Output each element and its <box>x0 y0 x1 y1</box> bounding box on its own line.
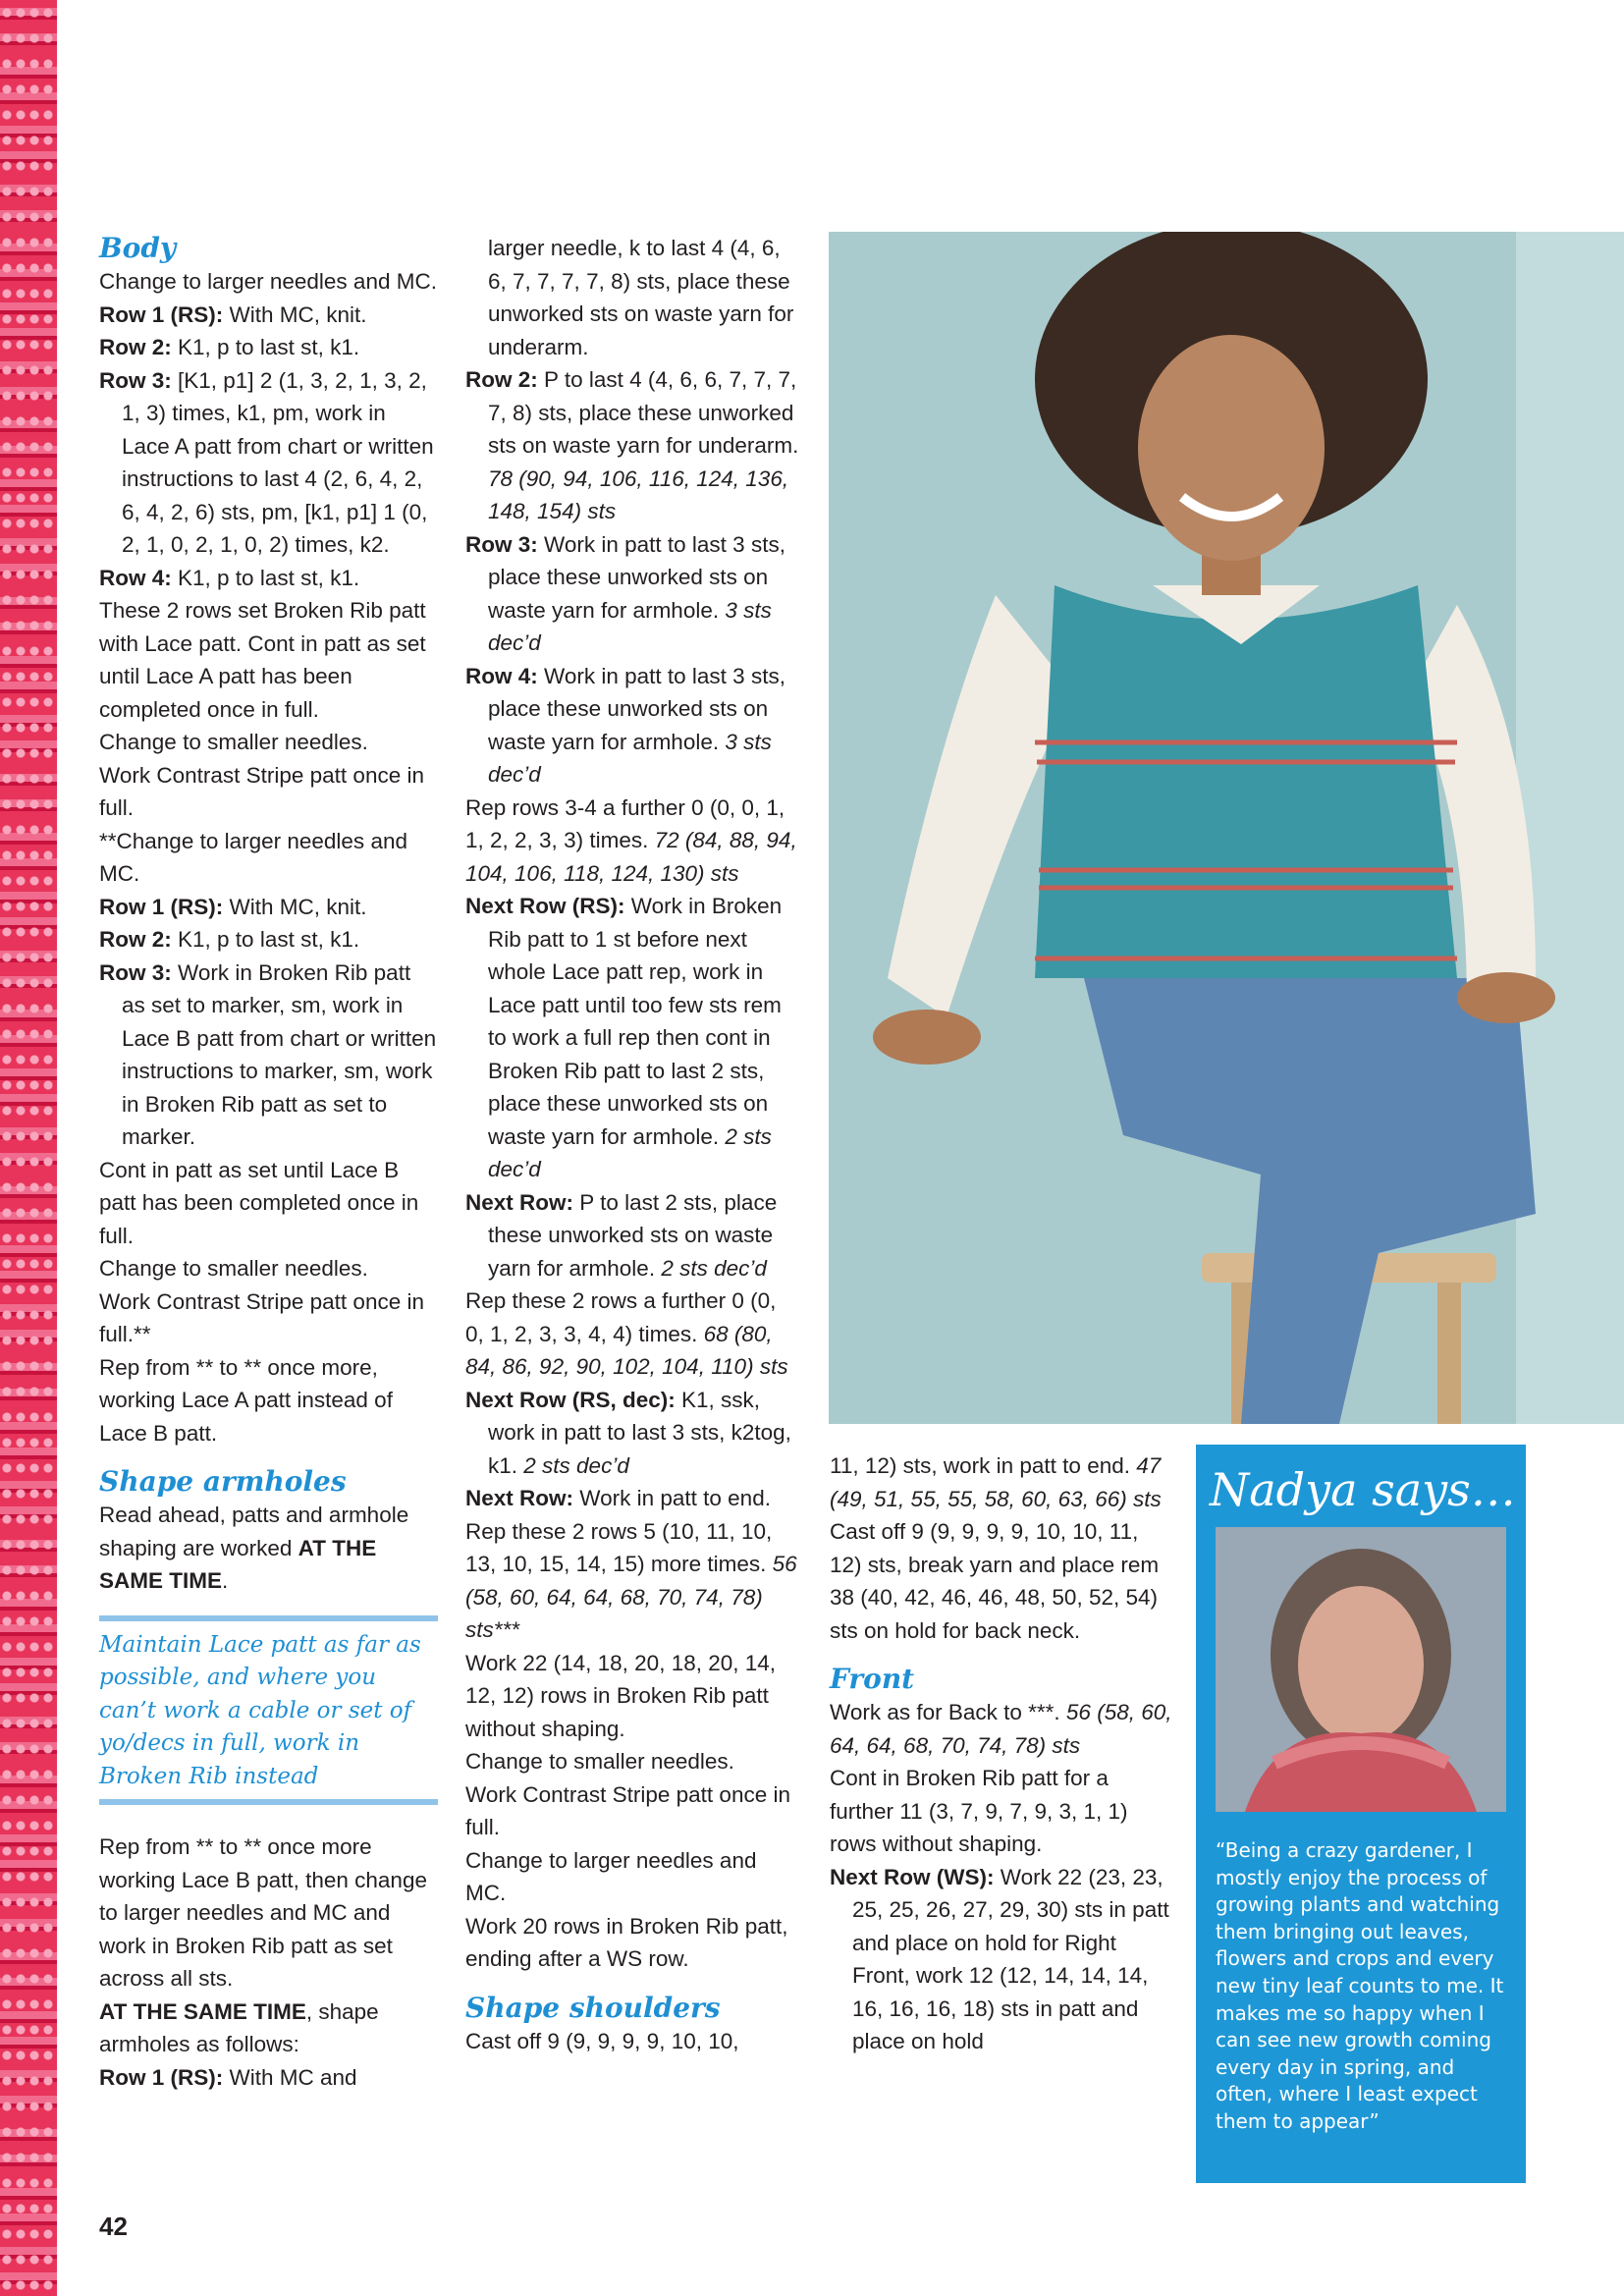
portrait-illustration <box>1216 1527 1506 1812</box>
instruction-row: Next Row (RS, dec): K1, ssk, work in patt to last 3 sts, k2tog, k1. 2 sts dec’d <box>465 1387 791 1478</box>
paragraph: Cast off 9 (9, 9, 9, 9, 10, 10, 11, 12) sts, break yarn and place rem 38 (40, 42, 46, 46, 48, 50, 52, 54) sts on hold for back neck. <box>830 1519 1160 1643</box>
paragraph: Change to smaller needles. <box>99 1256 368 1281</box>
paragraph: **Change to larger needles and MC. <box>99 828 407 886</box>
instruction-row: Row 2: K1, p to last st, k1. <box>99 335 360 359</box>
section-heading-body: Body <box>99 232 177 264</box>
paragraph: Change to smaller needles. <box>465 1749 734 1774</box>
paragraph: These 2 rows set Broken Rib patt with Lace patt. Cont in patt as set until Lace A patt has been completed once in full. <box>99 598 426 722</box>
nadya-portrait <box>1216 1527 1506 1812</box>
column-3 <box>830 1449 1173 2058</box>
instruction-row: Row 3: [K1, p1] 2 (1, 3, 2, 1, 3, 2, 1, 3) times, k1, pm, work in Lace A patt from chart or written instructions to last 4 (2, 6, 4, 2, 6, 4, 2, 6) sts, pm, [k1, p1] 1 (0, 2, 1, 0, 2, 1, 0, 2) times, k2. <box>99 367 434 557</box>
instruction-row: Next Row (RS): Work in Broken Rib patt to 1 st before next whole Lace patt rep, work in Lace patt until too few sts rem to work a full rep then cont in Broken Rib patt to last 2 sts, place these unworked sts on waste yarn for armhole. 2 sts dec’d <box>465 894 783 1181</box>
model-photo <box>829 232 1624 1424</box>
tip-callout: Maintain Lace patt as far as possible, and where you can’t work a cable or set of yo/decs in full, work in Broken Rib instead <box>99 1615 438 1806</box>
paragraph: Change to larger needles and MC. <box>465 1847 757 1905</box>
paragraph: Work Contrast Stripe patt once in full. <box>465 1781 790 1839</box>
paragraph: Work 20 rows in Broken Rib patt, ending after a WS row. <box>465 1913 788 1971</box>
section-heading-shape-shoulders: Shape shoulders <box>465 1991 721 2024</box>
section-heading-shape-armholes: Shape armholes <box>99 1465 347 1498</box>
paragraph: Work as for Back to ***. 56 (58, 60, 64, 64, 68, 70, 74, 78) sts <box>830 1700 1172 1758</box>
column-1 <box>99 232 438 2094</box>
paragraph-continued: 11, 12) sts, work in patt to end. 47 (49, 51, 55, 55, 58, 60, 63, 66) sts <box>830 1453 1162 1511</box>
section-heading-front: Front <box>830 1663 915 1695</box>
paragraph: Rep from ** to ** once more working Lace B patt, then change to larger needles and MC and work in Broken Rib patt as set across all sts. <box>99 1834 427 1991</box>
paragraph: Work Contrast Stripe patt once in full.** <box>99 1288 424 1346</box>
paragraph: Cont in Broken Rib patt for a further 11 (3, 7, 9, 7, 9, 3, 1, 1) rows without shaping. <box>830 1766 1128 1856</box>
paragraph: Change to smaller needles. <box>99 730 368 754</box>
instruction-row: Row 2: P to last 4 (4, 6, 6, 7, 7, 7, 7, 8) sts, place these unworked sts on waste yarn for underarm. 78 (90, 94, 106, 116, 124, 136, 148, 154) sts <box>465 367 799 523</box>
instruction-row: Row 1 (RS): With MC and <box>99 2064 357 2090</box>
sidebar-heading: Nadya says… <box>1210 1463 1516 1516</box>
paragraph: Cont in patt as set until Lace B patt has been completed once in full. <box>99 1157 419 1248</box>
instruction-row: Row 4: Work in patt to last 3 sts, place these unworked sts on waste yarn for armhole. 3 sts dec’d <box>465 663 785 787</box>
paragraph: Rep these 2 rows 5 (10, 11, 10, 13, 10, 15, 14, 15) more times. 56 (58, 60, 64, 64, 68, 70, 74, 78) sts*** <box>465 1518 797 1642</box>
instruction-row: Row 1 (RS): With MC, knit. <box>99 301 367 327</box>
instruction-row: Next Row: P to last 2 sts, place these unworked sts on waste yarn for armhole. 2 sts dec’d <box>465 1189 778 1281</box>
instruction-row: Row 4: K1, p to last st, k1. <box>99 565 360 590</box>
nadya-says-box <box>1196 1445 1526 2183</box>
instruction-row: Row 1 (RS): With MC, knit. <box>99 894 367 919</box>
instruction-row: Next Row: Work in patt to end. <box>465 1486 771 1510</box>
instruction-row: Row 2: K1, p to last st, k1. <box>99 927 360 952</box>
decorative-knit-border <box>0 0 57 2296</box>
instruction-row: Next Row (WS): Work 22 (23, 23, 25, 25, 26, 27, 29, 30) sts in patt and place on hold for Right Front, work 12 (12, 14, 14, 14, 16, 16, 16, 18) sts in patt and place on hold <box>830 1864 1169 2053</box>
paragraph: Change to larger needles and MC. <box>99 269 437 294</box>
paragraph: AT THE SAME TIME, shape armholes as follows: <box>99 1998 379 2056</box>
paragraph-continued: larger needle, k to last 4 (4, 6, 6, 7, 7, 7, 7, 8) sts, place these unworked sts on waste yarn for underarm. <box>488 236 794 359</box>
paragraph: Read ahead, patts and armhole shaping are worked AT THE SAME TIME. <box>99 1503 409 1593</box>
column-2 <box>465 232 799 2057</box>
paragraph: Work Contrast Stripe patt once in full. <box>99 762 424 820</box>
paragraph: Cast off 9 (9, 9, 9, 9, 10, 10, <box>465 2028 739 2053</box>
page-number: 42 <box>99 2212 128 2241</box>
paragraph: Rep rows 3-4 a further 0 (0, 0, 1, 1, 2, 2, 3, 3) times. 72 (84, 88, 94, 104, 106, 118, 124, 130) sts <box>465 794 797 886</box>
sidebar-quote: “Being a crazy gardener, I mostly enjoy the process of growing plants and watching them bringing out leaves, flowers and crops and every new tiny leaf counts to me. It makes me so happy when I can see new growth coming every day in spring, and often, where I least expect them to appear” <box>1216 1838 1504 2133</box>
paragraph: Rep from ** to ** once more, working Lace A patt instead of Lace B patt. <box>99 1354 393 1446</box>
instruction-row: Row 3: Work in patt to last 3 sts, place these unworked sts on waste yarn for armhole. 3 sts dec’d <box>465 531 785 655</box>
model-illustration <box>829 232 1624 1424</box>
instruction-row: Row 3: Work in Broken Rib patt as set to marker, sm, work in Lace B patt from chart or written instructions to marker, sm, work in Broken Rib patt as set to marker. <box>99 959 437 1149</box>
paragraph: Work 22 (14, 18, 20, 18, 20, 14, 12, 12) rows in Broken Rib patt without shaping. <box>465 1650 777 1741</box>
paragraph: Rep these 2 rows a further 0 (0, 0, 1, 2, 3, 3, 4, 4) times. 68 (80, 84, 86, 92, 90, 102, 104, 110) sts <box>465 1288 788 1379</box>
